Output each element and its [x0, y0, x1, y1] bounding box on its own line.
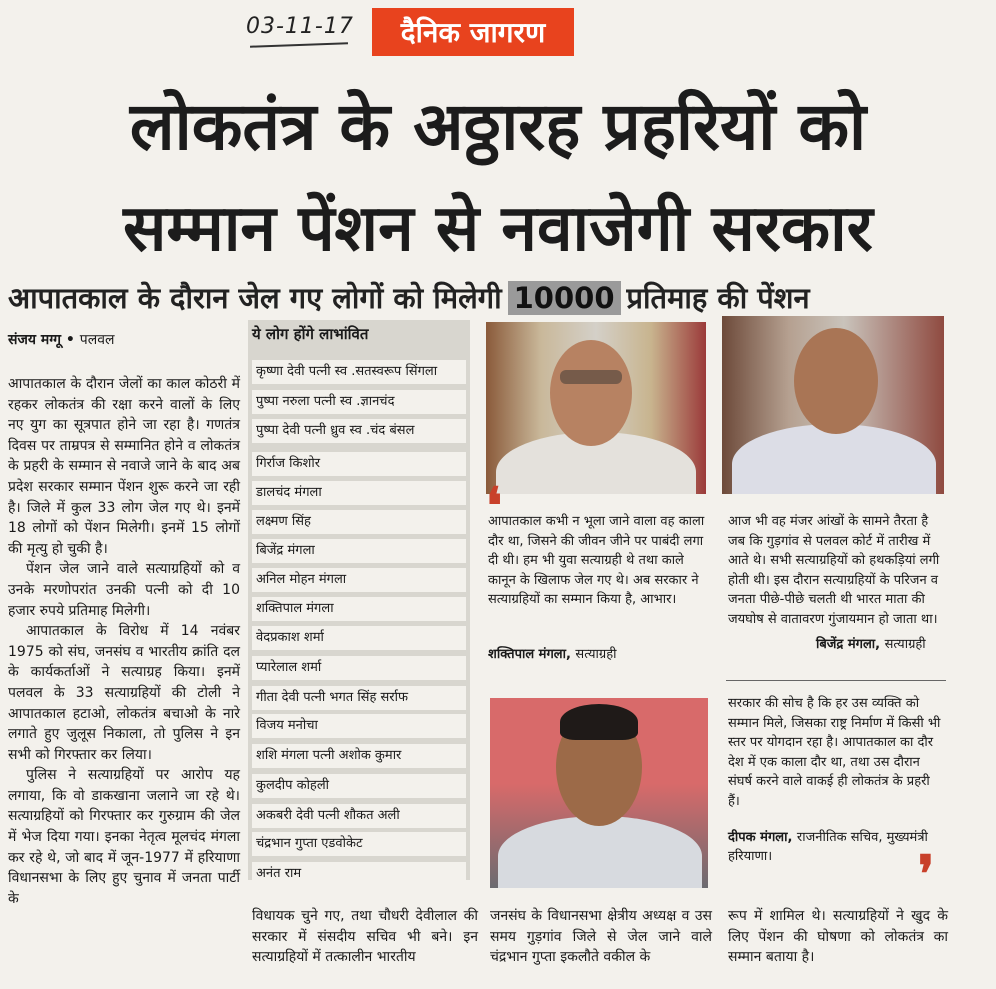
article-paragraph: आपातकाल के विरोध में 14 नवंबर 1975 को संघ, जनसंघ व भारतीय क्रांति दल के कार्यकर्ताओं ने सत्याग्रह किया। इनमें पलवल के 33 सत्याग्रहियों की टोली ने आपातकाल हटाओ, लोकतंत्र बचाओ के नारे लगाते हुए जुलूस निकाला, तो पुलिस ने इन सभी को गिरफ्तार कर लिया।: [8, 623, 240, 763]
subheadline-highlight: 10000: [508, 281, 621, 315]
beneficiary-item: अकबरी देवी पत्नी शौकत अली: [252, 804, 466, 828]
beneficiary-item: प्यारेलाल शर्मा: [252, 656, 466, 680]
headline-line-1: लोकतंत्र के अठ्ठारह प्रहरियों को: [129, 88, 867, 165]
quote-3-signature: [728, 828, 944, 866]
newspaper-masthead: दैनिक जागरण: [372, 8, 574, 56]
clipping-date: 03-11-17: [246, 14, 354, 39]
beneficiary-item: डालचंद मंगला: [252, 481, 466, 505]
quote-2-signature: [816, 634, 926, 652]
beneficiary-item: गिर्राज किशोर: [252, 452, 466, 476]
byline: [8, 330, 114, 349]
quote-1-text: आपातकाल कभी न भूला जाने वाला वह काला दौर था, जिसने की जीवन जीने पर पाबंदी लगा दी थी। हम भी युवा सत्याग्रही थे तथा काले कानून के खिलाफ जेल गए थे। अब सरकार ने सत्याग्रहियों का सम्मान किया है, आभार।: [488, 514, 705, 607]
beneficiary-item: पुष्पा नरुला पत्नी स्व .ज्ञानचंद: [252, 390, 466, 414]
photo-shaktipal-mangla: [486, 322, 706, 494]
headline-line-2: सम्मान पेंशन से नवाजेगी सरकार: [123, 192, 873, 266]
beneficiary-item: अनंत राम: [252, 862, 466, 886]
beneficiary-item: शशि मंगला पत्नी अशोक कुमार: [252, 744, 466, 768]
quote-2-name: बिजेंद्र मंगला,: [816, 637, 881, 652]
beneficiary-item: बिजेंद्र मंगला: [252, 539, 466, 563]
quote-close-icon: ❜: [918, 844, 935, 903]
article-bottom-col-2: विधायक चुने गए, तथा चौधरी देवीलाल की सरकार में संसदीय सचिव भी बने। इन सत्याग्रहियों में तत्कालीन भारतीय: [252, 908, 478, 965]
quote-1-name: शक्तिपाल मंगला,: [488, 647, 571, 662]
article-paragraph: आपातकाल के दौरान जेलों का काल कोठरी में रहकर लोकतंत्र की रक्षा करने वालों के लिए नए युग का सूत्रपात होने जा रहा है। गणतंत्र दिवस पर ताम्रपत्र से सम्मानित होने व लोकतंत्र के प्रहरी के सम्मान से नवाजे जाने के बाद अब प्रदेश सरकार सम्मान पेंशन शुरू करने जा रही है। जिले में कुल 33 लोग जेल गए थे। इनमें 18 लोगों को पेंशन मिलेगी। इनमें 15 लोगों की मृत्यु हो चुकी है।: [8, 376, 240, 557]
subheadline-after: प्रतिमाह की पेंशन: [626, 281, 810, 315]
byline-author: संजय मग्गू: [8, 332, 62, 348]
quote-3-name: दीपक मंगला,: [728, 830, 793, 845]
beneficiary-item: पुष्पा देवी पत्नी ध्रुव स्व .चंद बंसल: [252, 419, 466, 443]
byline-location: पलवल: [79, 332, 115, 348]
beneficiary-item: लक्ष्मण सिंह: [252, 510, 466, 534]
beneficiaries-title: ये लोग होंगे लाभांवित: [252, 325, 369, 343]
photo-bijendra-mangla: [722, 316, 944, 494]
quote-1-role: सत्याग्रही: [575, 647, 617, 662]
quote-1-signature: [488, 644, 617, 662]
quote-2-role: सत्याग्रही: [884, 637, 926, 652]
article-paragraph: पेंशन जेल जाने वाले सत्याग्रहियों को व उनके मरणोपरांत उनकी पत्नी को दी 10 हजार रुपये प्रतिमाह मिलेगी।: [8, 561, 240, 619]
article-column-1: [8, 374, 240, 909]
photo-deepak-mangla: [490, 698, 708, 888]
beneficiary-item: वेदप्रकाश शर्मा: [252, 626, 466, 650]
quote-mark-icon: ❛: [486, 476, 503, 535]
beneficiary-item: गीता देवी पत्नी भगत सिंह सर्राफ: [252, 686, 466, 710]
article-bottom-col-3: जनसंघ के विधानसभा क्षेत्रीय अध्यक्ष व उस समय गुड़गांव जिले से जेल जाने वाले चंद्रभान गुप्ता इकलौते वकील के: [490, 908, 712, 965]
subheadline: [8, 278, 810, 317]
subheadline-before: आपातकाल के दौरान जेल गए लोगों को मिलेगी: [8, 281, 502, 315]
divider: [726, 680, 946, 681]
article-bottom-col-4: रूप में शामिल थे। सत्याग्रहियों ने खुद के लिए पेंशन की घोषणा को लोकतंत्र का सम्मान बताया है।: [728, 908, 948, 965]
beneficiary-item: चंद्रभान गुप्ता एडवोकेट: [252, 832, 466, 856]
beneficiary-item: शक्तिपाल मंगला: [252, 597, 466, 621]
beneficiary-item: अनिल मोहन मंगला: [252, 568, 466, 592]
byline-bullet: •: [65, 332, 80, 348]
quote-3-text: सरकार की सोच है कि हर उस व्यक्ति को सम्मान मिले, जिसका राष्ट्र निर्माण में किसी भी स्तर पर योगदान रहा है। आपातकाल का दौर देश में एक काला दौर था, तथा उस दौरान संघर्ष करने वाले वाकई ही लोकतंत्र के प्रहरी हैं।: [728, 696, 941, 809]
article-paragraph: पुलिस ने सत्याग्रहियों पर आरोप यह लगाया, कि वो डाकखाना जलाने जा रहे थे। सत्याग्रहियों को गिरफ्तार कर गुरुग्राम की जेल में भेज दिया गया। इनका नेतृत्व मूलचंद मंगला कर रहे थे, जो बाद में जून-1977 में हरियाणा विधानसभा के लिए हुए चुनाव में जनता पार्टी के: [8, 767, 240, 907]
beneficiary-item: कृष्णा देवी पत्नी स्व .सतस्वरूप सिंगला: [252, 360, 466, 384]
date-underline: [250, 42, 348, 47]
quote-2-text: आज भी वह मंजर आंखों के सामने तैरता है जब कि गुड़गांव से पलवल कोर्ट में तारीख में आते थे। सभी सत्याग्रहियों को हथकड़ियां लगी होती थी। इस दौरान सत्याग्रहियों के परिजन व जनता पीछे-पीछे चलती थी भारत माता की जयघोष से वातावरण गुंजायमान हो जाता था।: [728, 514, 940, 627]
beneficiary-item: कुलदीप कोहली: [252, 774, 466, 798]
quote-3-role: राजनीतिक सचिव, मुख्यमंत्री हरियाणा।: [728, 830, 928, 864]
beneficiary-item: विजय मनोचा: [252, 714, 466, 738]
